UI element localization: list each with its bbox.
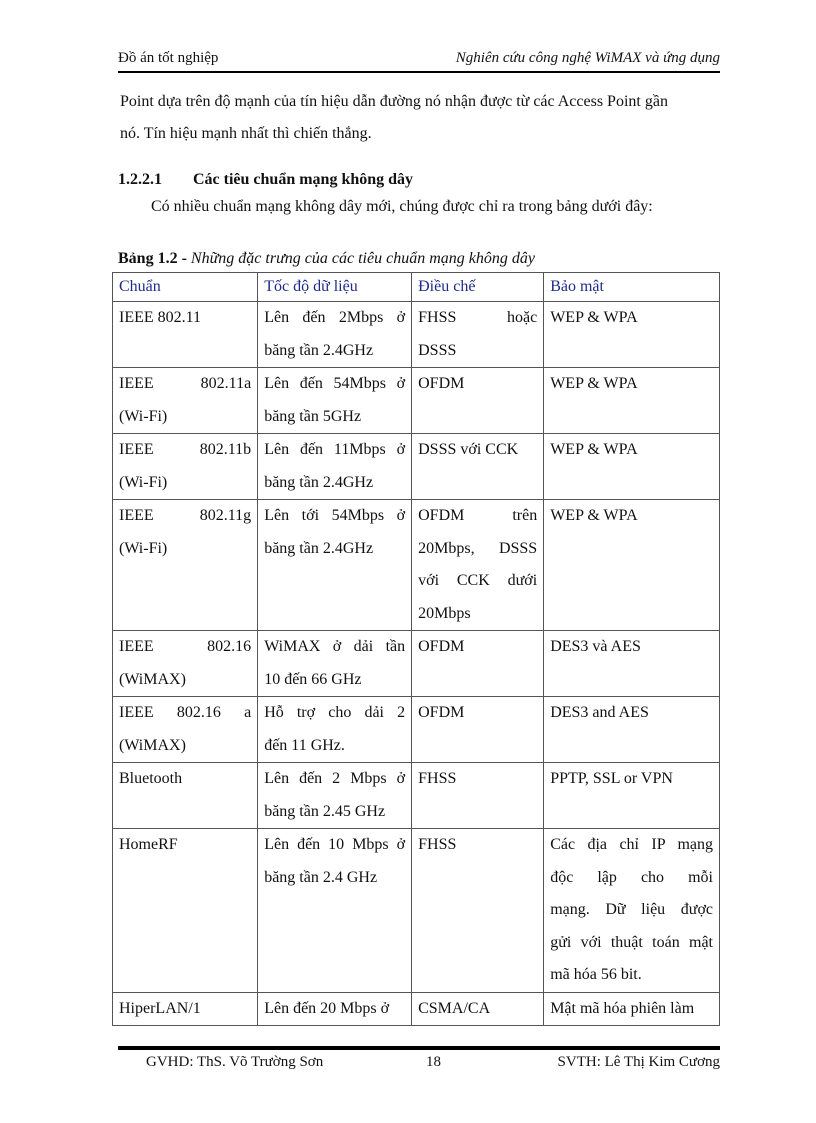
table-cell-modulation (412, 302, 544, 368)
column-header: Điều chế (412, 273, 544, 302)
cell-line: OFDM (418, 375, 465, 392)
cell-line: FHSS hoặc (418, 309, 538, 326)
table-cell-standard (113, 992, 258, 1026)
cell-line: HiperLAN/1 (119, 999, 201, 1017)
table-body (113, 302, 720, 1026)
table-cell-modulation (412, 829, 544, 993)
cell-line: FHSS (418, 836, 457, 853)
cell-line: IEEE 802.11b (119, 441, 252, 458)
cell-line: DES3 và AES (550, 638, 641, 655)
cell-line: với CCK dưới (418, 572, 538, 589)
cell-line: DSSS với CCK (418, 441, 519, 458)
cell-line: WiMAX ở dải tần (264, 638, 406, 655)
intro-paragraph (120, 86, 720, 150)
table-cell-security (544, 500, 720, 631)
cell-line: Lên đến 2 Mbps ở (264, 770, 406, 787)
column-header: Bảo mật (544, 273, 720, 302)
table-cell-rate (258, 368, 412, 434)
page-number: 18 (426, 1054, 441, 1070)
cell-line: OFDM (418, 638, 465, 655)
cell-line: IEEE 802.11a (119, 375, 252, 392)
cell-line: WEP & WPA (550, 441, 638, 458)
footer-student: SVTH: Lê Thị Kim Cương (557, 1054, 720, 1070)
cell-line: IEEE 802.11g (119, 507, 252, 524)
table-cell-security (544, 992, 720, 1026)
table-cell-standard (113, 434, 258, 500)
section-number: 1.2.2.1 (118, 171, 162, 188)
table-caption-label: Bảng 1.2 - (118, 250, 187, 267)
table-cell-rate (258, 500, 412, 631)
cell-line: độc lập cho mỗi (550, 868, 713, 886)
table-cell-modulation (412, 697, 544, 763)
table-row (113, 763, 720, 829)
cell-line: Bluetooth (119, 770, 183, 787)
table-cell-standard (113, 697, 258, 763)
cell-line: WEP & WPA (550, 507, 638, 524)
table-cell-security (544, 368, 720, 434)
table-row (113, 500, 720, 631)
table-cell-security (544, 434, 720, 500)
table-cell-modulation (412, 368, 544, 434)
header-divider (118, 71, 720, 73)
cell-line: (WiMAX) (119, 736, 186, 754)
table-caption (118, 250, 535, 268)
cell-line: (Wi-Fi) (119, 473, 168, 491)
cell-line: Lên tới 54Mbps ở (264, 507, 406, 524)
section-title: Các tiêu chuẩn mạng không dây (193, 171, 414, 188)
table-cell-standard (113, 368, 258, 434)
standards-table (112, 272, 720, 1026)
table-row (113, 829, 720, 993)
section-heading (118, 171, 413, 189)
cell-line: băng tần 2.4GHz (264, 473, 374, 491)
column-header: Tốc độ dữ liệu (258, 273, 412, 302)
table-cell-rate (258, 697, 412, 763)
cell-line: Mật mã hóa phiên làm (550, 999, 695, 1017)
table-cell-rate (258, 829, 412, 993)
table-cell-standard (113, 829, 258, 993)
cell-line: OFDM (418, 704, 465, 721)
intro-line: Point dựa trên độ mạnh của tín hiệu dẫn đường nó nhận được từ các Access Point gần (120, 93, 668, 110)
table-caption-text: Những đặc trưng của các tiêu chuẩn mạng không dây (190, 250, 535, 267)
table-cell-security (544, 829, 720, 993)
table-cell-rate (258, 631, 412, 697)
table-cell-modulation (412, 500, 544, 631)
table-cell-security (544, 631, 720, 697)
cell-line: Lên đến 10 Mbps ở (264, 836, 406, 853)
table-row (113, 434, 720, 500)
cell-line: băng tần 2.4GHz (264, 539, 374, 557)
header-left-text: Đồ án tốt nghiệp (118, 50, 219, 66)
cell-line: Lên đến 11Mbps ở (264, 441, 406, 458)
column-header: Chuẩn (113, 273, 258, 302)
table-cell-rate (258, 763, 412, 829)
table-row (113, 368, 720, 434)
cell-line: IEEE 802.16 a (119, 704, 252, 721)
footer-divider (118, 1046, 720, 1050)
table-cell-rate (258, 434, 412, 500)
table-cell-security (544, 697, 720, 763)
cell-line: HomeRF (119, 836, 178, 853)
cell-line: đến 11 GHz. (264, 736, 345, 754)
table-row (113, 631, 720, 697)
table-cell-security (544, 763, 720, 829)
cell-line: IEEE 802.11 (119, 309, 202, 326)
cell-line: DSSS (418, 341, 457, 359)
footer-advisor: GVHD: ThS. Võ Trường Sơn (146, 1054, 324, 1070)
cell-line: mã hóa 56 bit. (550, 966, 642, 983)
table-row (113, 697, 720, 763)
cell-line: mạng. Dữ liệu được (550, 901, 713, 918)
cell-line: Lên đến 20 Mbps ở (264, 999, 390, 1017)
table-cell-modulation (412, 992, 544, 1026)
cell-line: băng tần 2.45 GHz (264, 802, 386, 820)
cell-line: 20Mbps (418, 604, 471, 622)
table-cell-standard (113, 500, 258, 631)
cell-line: CSMA/CA (418, 999, 491, 1017)
cell-line: IEEE 802.16 (119, 638, 252, 655)
table-cell-standard (113, 302, 258, 368)
cell-line: (Wi-Fi) (119, 407, 168, 425)
cell-line: Lên đến 54Mbps ở (264, 375, 406, 392)
table-row (113, 992, 720, 1026)
header-right-text: Nghiên cứu công nghệ WiMAX và ứng dụng (455, 50, 720, 66)
cell-line: Hỗ trợ cho dải 2 (264, 704, 406, 721)
cell-line: OFDM trên (418, 507, 538, 524)
cell-line: WEP & WPA (550, 375, 638, 392)
cell-line: FHSS (418, 770, 457, 787)
cell-line: gửi với thuật toán mật (550, 933, 713, 951)
table-row (113, 302, 720, 368)
cell-line: băng tần 5GHz (264, 407, 362, 425)
table-cell-modulation (412, 434, 544, 500)
cell-line: WEP & WPA (550, 309, 638, 326)
table-cell-modulation (412, 631, 544, 697)
cell-line: băng tần 2.4 GHz (264, 868, 378, 886)
intro-line: nó. Tín hiệu mạnh nhất thì chiến thắng. (120, 125, 372, 142)
cell-line: Các địa chỉ IP mạng (550, 836, 713, 853)
section-paragraph: Có nhiều chuẩn mạng không dây mới, chúng được chỉ ra trong bảng dưới đây: (151, 198, 653, 215)
table-cell-standard (113, 631, 258, 697)
cell-line: 20Mbps, DSSS (418, 539, 538, 557)
page-header (118, 50, 720, 72)
table-cell-rate (258, 992, 412, 1026)
cell-line: 10 đến 66 GHz (264, 670, 362, 688)
cell-line: Lên đến 2Mbps ở (264, 309, 406, 326)
cell-line: (WiMAX) (119, 670, 186, 688)
table-header-row (113, 273, 720, 302)
cell-line: DES3 and AES (550, 704, 649, 721)
cell-line: PPTP, SSL or VPN (550, 770, 673, 787)
table-cell-security (544, 302, 720, 368)
table-cell-standard (113, 763, 258, 829)
cell-line: (Wi-Fi) (119, 539, 168, 557)
cell-line: băng tần 2.4GHz (264, 341, 374, 359)
table-cell-modulation (412, 763, 544, 829)
table-cell-rate (258, 302, 412, 368)
